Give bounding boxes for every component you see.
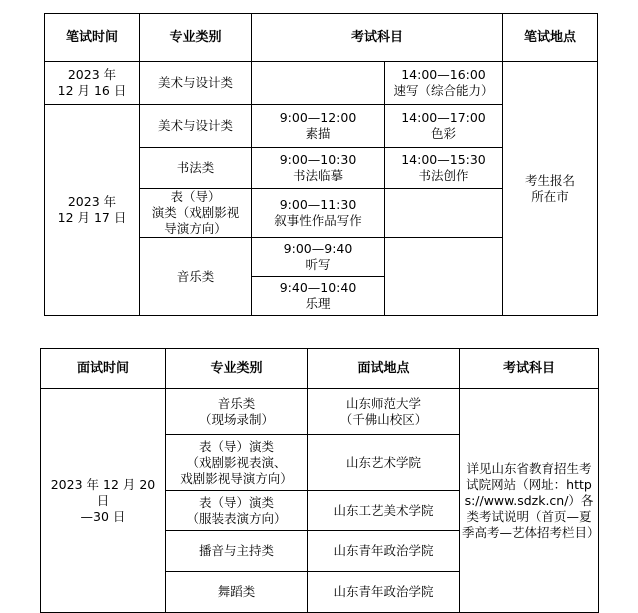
interview-place-cell: 山东青年政治学院 bbox=[308, 572, 460, 613]
interview-place-cell: 山东师范大学 （千佛山校区） bbox=[308, 389, 460, 435]
header-written-location: 笔试地点 bbox=[503, 14, 598, 62]
afternoon-session-cell: 14:00—15:30 书法创作 bbox=[385, 148, 503, 189]
interview-exam-table bbox=[40, 348, 599, 613]
category-cell: 美术与设计类 bbox=[140, 62, 252, 105]
category-cell: 播音与主持类 bbox=[166, 531, 308, 572]
date-dec-16: 2023 年 12 月 16 日 bbox=[45, 62, 140, 105]
header-category: 专业类别 bbox=[166, 349, 308, 389]
category-cell: 音乐类 （现场录制） bbox=[166, 389, 308, 435]
category-cell: 表（导）演类 （戏剧影视表演、 戏剧影视导演方向） bbox=[166, 435, 308, 491]
afternoon-session-cell bbox=[385, 238, 503, 316]
afternoon-session-cell bbox=[385, 189, 503, 238]
morning-session-cell: 9:00—9:40 听写 bbox=[252, 238, 385, 277]
morning-session-cell: 9:00—12:00 素描 bbox=[252, 105, 385, 148]
morning-session-cell: 9:00—11:30 叙事性作品写作 bbox=[252, 189, 385, 238]
header-category: 专业类别 bbox=[140, 14, 252, 62]
category-cell: 美术与设计类 bbox=[140, 105, 252, 148]
written-exam-table bbox=[44, 13, 598, 316]
header-interview-location: 面试地点 bbox=[308, 349, 460, 389]
interview-place-cell: 山东青年政治学院 bbox=[308, 531, 460, 572]
interview-subject-cell: 详见山东省教育招生考试院网站（网址：https://www.sdzk.cn/）各类考试说明（首页—夏季高考—艺体招考栏目） bbox=[460, 389, 599, 613]
header-subjects: 考试科目 bbox=[252, 14, 503, 62]
category-cell: 书法类 bbox=[140, 148, 252, 189]
category-cell: 表（导） 演类（戏剧影视 导演方向） bbox=[140, 189, 252, 238]
morning-session-cell: 9:00—10:30 书法临摹 bbox=[252, 148, 385, 189]
header-interview-time: 面试时间 bbox=[41, 349, 166, 389]
morning-session-cell: 9:40—10:40 乐理 bbox=[252, 277, 385, 316]
header-subjects: 考试科目 bbox=[460, 349, 599, 389]
category-cell: 舞蹈类 bbox=[166, 572, 308, 613]
morning-session-cell bbox=[252, 62, 385, 105]
category-cell: 表（导）演类 （服装表演方向） bbox=[166, 491, 308, 531]
interview-place-cell: 山东工艺美术学院 bbox=[308, 491, 460, 531]
interview-place-cell: 山东艺术学院 bbox=[308, 435, 460, 491]
category-cell-music: 音乐类 bbox=[140, 238, 252, 316]
written-location-cell: 考生报名 所在市 bbox=[503, 62, 598, 316]
date-dec-17: 2023 年 12 月 17 日 bbox=[45, 105, 140, 316]
afternoon-session-cell: 14:00—16:00 速写（综合能力） bbox=[385, 62, 503, 105]
afternoon-session-cell: 14:00—17:00 色彩 bbox=[385, 105, 503, 148]
interview-date-cell: 2023 年 12 月 20 日 —30 日 bbox=[41, 389, 166, 613]
header-written-time: 笔试时间 bbox=[45, 14, 140, 62]
